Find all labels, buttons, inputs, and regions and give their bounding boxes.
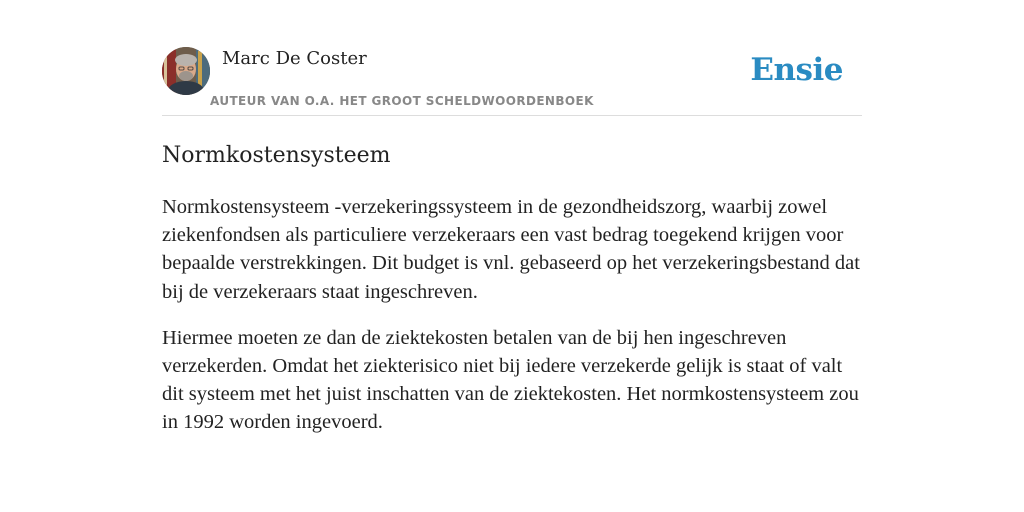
ensie-logo[interactable]: Ensie <box>750 52 843 88</box>
author-portrait-icon <box>162 47 210 95</box>
entry-paragraph: Normkostensysteem -verzekeringssysteem in de gezondheidszorg, waarbij zowel ziekenfondsen als particuliere verzekeraars een vast bedrag toegekend krijgen voor bepaalde verstrekkingen. Dit budget is vnl. gebaseerd op het verzekeringsbestand dat bij de verzekeraars staat ingeschreven. <box>162 196 860 303</box>
entry-header <box>162 44 862 116</box>
entry-title: Normkostensysteem <box>162 143 391 168</box>
entry-body <box>162 193 862 437</box>
entry-paragraph: Hiermee moeten ze dan de ziektekosten betalen van de bij hen ingeschreven verzekerden. Omdat het ziekterisico niet bij iedere verzekerde gelijk is staat of valt dit systeem met het juist inschatten van de ziektekosten. Het normkostensysteem zou in 1992 worden ingevoerd. <box>162 326 859 434</box>
entry-card <box>162 44 862 437</box>
author-name[interactable]: Marc De Coster <box>222 48 367 69</box>
author-subtitle: AUTEUR VAN O.A. HET GROOT SCHELDWOORDENBOEK <box>210 94 594 108</box>
author-avatar[interactable] <box>162 47 210 95</box>
